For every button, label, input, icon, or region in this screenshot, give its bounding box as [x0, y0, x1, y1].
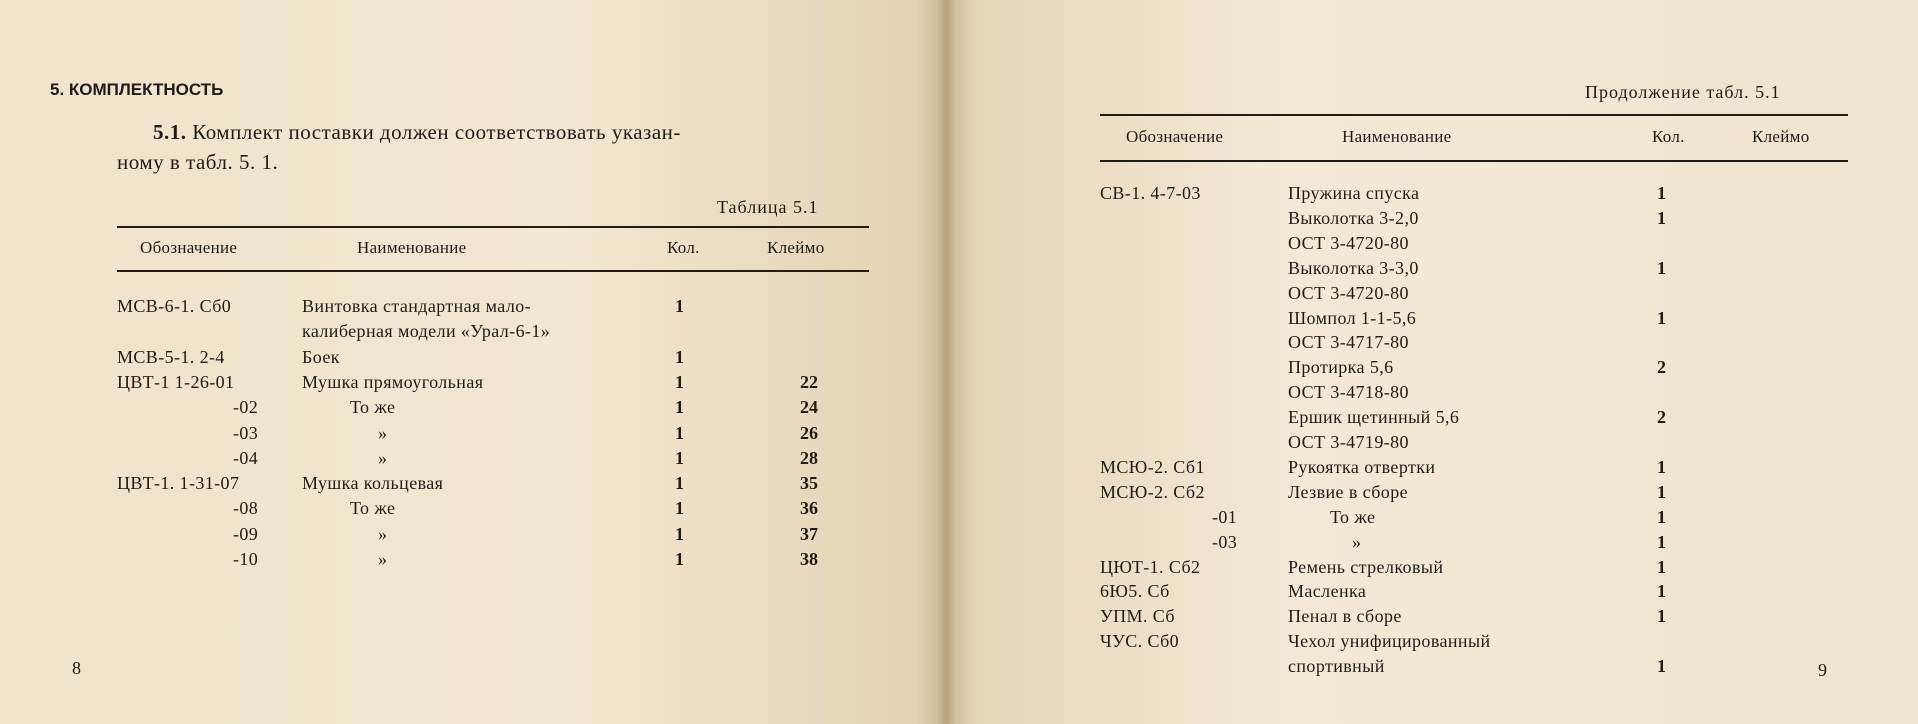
continuation-caption: Продолжение табл. 5.1 — [1585, 82, 1781, 102]
paragraph-line-2: ному в табл. 5. 1. — [117, 150, 279, 174]
right-header-name: Наименование — [1342, 127, 1452, 146]
name-cell: То же — [350, 397, 396, 418]
name-cell: Рукоятка отвертки — [1288, 456, 1436, 477]
name-cell: Выколотка 3-2,0 — [1288, 207, 1419, 228]
qty-cell: 1 — [1657, 456, 1666, 477]
qty-cell: 1 — [1657, 581, 1666, 602]
name-cell: То же — [1330, 506, 1376, 527]
name-cell: спортивный — [1288, 656, 1385, 677]
qty-cell: 1 — [675, 498, 684, 519]
qty-cell: 1 — [675, 371, 684, 392]
name-cell: Шомпол 1-1-5,6 — [1288, 307, 1417, 328]
designation-cell: ЦЮТ-1. Сб2 — [1100, 556, 1201, 577]
header-name: Наименование — [357, 238, 467, 257]
mark-cell: 24 — [800, 397, 818, 418]
page-number-right: 9 — [1818, 660, 1827, 680]
qty-cell: 1 — [1657, 531, 1666, 552]
name-cell: Чехол унифицированный — [1288, 631, 1491, 652]
name-cell: » — [378, 447, 388, 468]
name-cell: » — [378, 523, 388, 544]
designation-cell: МСЮ-2. Сб2 — [1100, 481, 1205, 502]
right-table-header-rule — [1100, 160, 1848, 162]
name-cell: калиберная модели «Урал-6-1» — [302, 321, 551, 342]
designation-cell: СВ-1. 4-7-03 — [1100, 183, 1201, 203]
right-page — [945, 0, 1918, 724]
name-cell: Протирка 5,6 — [1288, 357, 1394, 378]
mark-cell: 35 — [800, 473, 818, 494]
designation-cell: -02 — [233, 397, 259, 418]
paragraph-number: 5.1. — [153, 120, 187, 144]
table-caption: Таблица 5.1 — [717, 197, 819, 217]
name-cell: Ремень стрелковый — [1288, 556, 1444, 577]
name-cell: То же — [350, 498, 396, 519]
paragraph-text-1: Комплект поставки должен соответствовать указан- — [192, 120, 681, 144]
name-cell: ОСТ 3-4719-80 — [1288, 432, 1409, 452]
qty-cell: 1 — [675, 422, 684, 443]
mark-cell: 22 — [800, 371, 818, 392]
name-cell: Мушка прямоугольная — [302, 371, 484, 392]
name-cell: Масленка — [1288, 581, 1367, 602]
table-top-rule — [117, 226, 869, 228]
designation-cell: МСЮ-2. Сб1 — [1100, 456, 1205, 477]
paragraph-line-1 — [153, 120, 681, 145]
mark-cell: 26 — [800, 422, 818, 443]
qty-cell: 1 — [1657, 606, 1666, 627]
qty-cell: 1 — [1657, 506, 1666, 527]
qty-cell: 1 — [1657, 207, 1666, 228]
name-cell: ОСТ 3-4717-80 — [1288, 332, 1409, 353]
mark-cell: 38 — [800, 549, 818, 569]
designation-cell: ЧУС. Сб0 — [1100, 631, 1180, 652]
qty-cell: 1 — [675, 523, 684, 544]
qty-cell: 2 — [1657, 357, 1666, 378]
designation-cell: -09 — [233, 523, 259, 544]
designation-cell: МСВ-6-1. Сб0 — [117, 296, 232, 316]
page-number-left: 8 — [72, 658, 81, 678]
designation-cell: 6Ю5. Сб — [1100, 581, 1170, 602]
qty-cell: 1 — [1657, 257, 1666, 278]
name-cell: Ершик щетинный 5,6 — [1288, 407, 1460, 428]
table-header-rule — [117, 270, 869, 272]
name-cell: ОСТ 3-4720-80 — [1288, 282, 1409, 303]
designation-cell: -10 — [233, 549, 259, 569]
designation-cell: -08 — [233, 498, 259, 519]
header-qty: Кол. — [667, 238, 700, 257]
mark-cell: 37 — [800, 523, 818, 544]
qty-cell: 1 — [675, 296, 684, 316]
designation-cell: МСВ-5-1. 2-4 — [117, 346, 225, 367]
designation-cell: ЦВТ-1. 1-31-07 — [117, 473, 240, 494]
qty-cell: 1 — [675, 346, 684, 367]
section-title: 5. КОМПЛЕКТНОСТЬ — [50, 80, 224, 99]
designation-cell: ЦВТ-1 1-26-01 — [117, 371, 235, 392]
name-cell: Пружина спуска — [1288, 183, 1420, 203]
qty-cell: 1 — [1657, 656, 1666, 677]
mark-cell: 36 — [800, 498, 818, 519]
qty-cell: 1 — [1657, 481, 1666, 502]
mark-cell: 28 — [800, 447, 818, 468]
qty-cell: 1 — [1657, 183, 1666, 203]
right-header-mark: Клеймо — [1752, 127, 1810, 146]
book-spine — [936, 0, 958, 724]
name-cell: » — [378, 549, 388, 569]
name-cell: ОСТ 3-4720-80 — [1288, 232, 1409, 253]
qty-cell: 1 — [675, 473, 684, 494]
name-cell: ОСТ 3-4718-80 — [1288, 382, 1409, 403]
designation-cell: -03 — [1212, 531, 1238, 552]
qty-cell: 1 — [675, 447, 684, 468]
name-cell: » — [1352, 531, 1362, 552]
designation-cell: УПМ. Сб — [1100, 606, 1175, 627]
name-cell: Лезвие в сборе — [1288, 481, 1408, 502]
right-header-designation: Обозначение — [1126, 127, 1224, 146]
qty-cell: 2 — [1657, 407, 1666, 428]
designation-cell: -01 — [1212, 506, 1238, 527]
designation-cell: -04 — [233, 447, 259, 468]
name-cell: Мушка кольцевая — [302, 473, 444, 494]
header-designation: Обозначение — [140, 238, 238, 257]
qty-cell: 1 — [1657, 307, 1666, 328]
right-header-qty: Кол. — [1652, 127, 1685, 146]
designation-cell: -03 — [233, 422, 259, 443]
name-cell: Пенал в сборе — [1288, 606, 1402, 627]
header-mark: Клеймо — [767, 238, 825, 257]
qty-cell: 1 — [675, 549, 684, 569]
qty-cell: 1 — [1657, 556, 1666, 577]
name-cell: Боек — [302, 346, 340, 367]
qty-cell: 1 — [675, 397, 684, 418]
name-cell: » — [378, 422, 388, 443]
name-cell: Винтовка стандартная мало- — [302, 296, 532, 316]
name-cell: Выколотка 3-3,0 — [1288, 257, 1419, 278]
right-table-top-rule — [1100, 114, 1848, 116]
